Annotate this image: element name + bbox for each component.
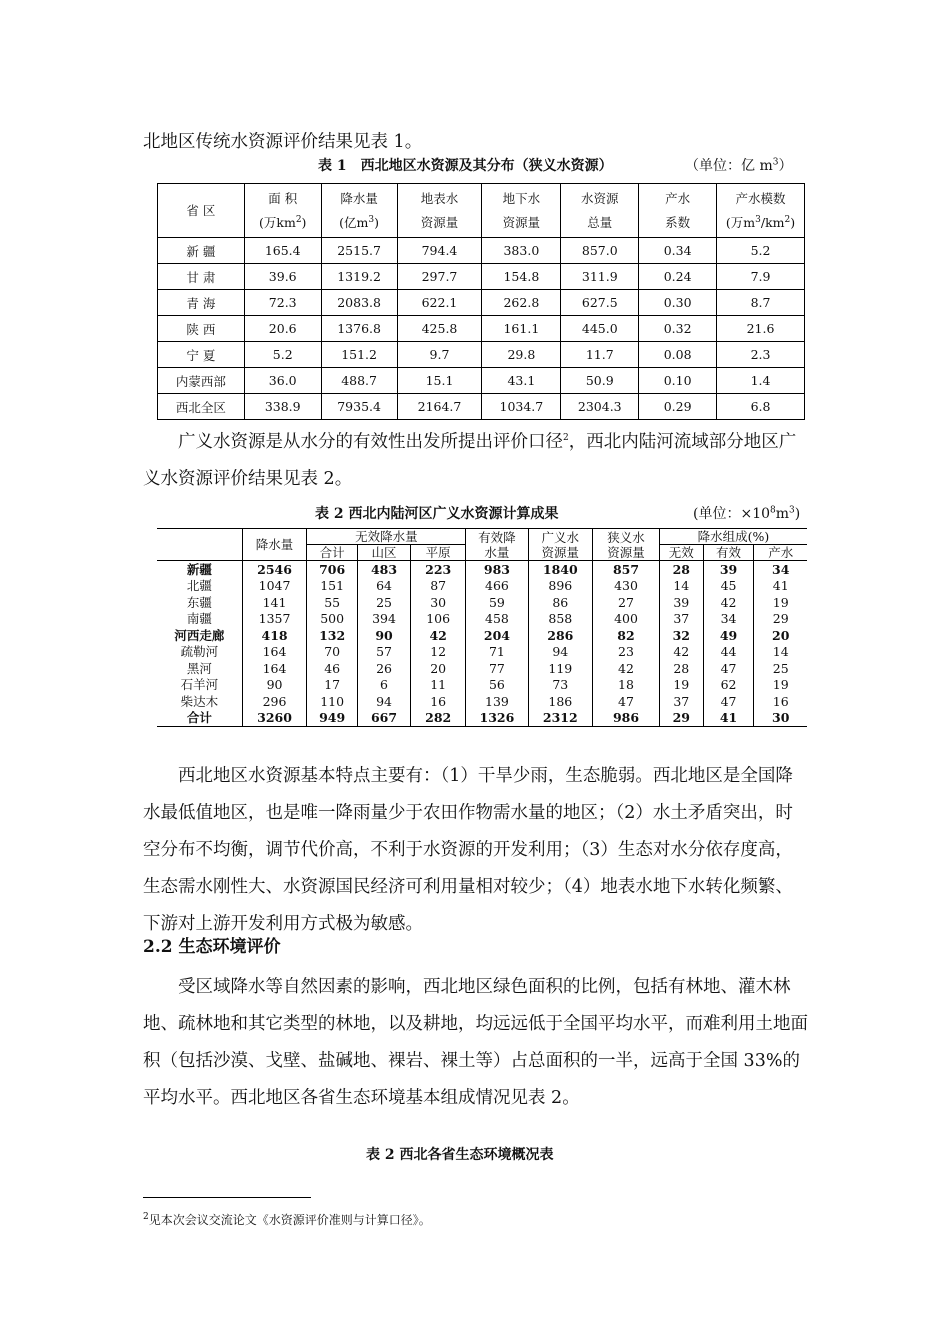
table2-cell: 32: [659, 627, 703, 644]
table1-cell: 857.0: [561, 238, 639, 264]
table1-cell: 0.08: [639, 342, 717, 368]
table2-cell: 25: [358, 594, 411, 611]
table1-cell: 8.7: [717, 290, 805, 316]
table1-cell: 7.9: [717, 264, 805, 290]
table2-cell: 1047: [242, 578, 307, 595]
table2-row: [157, 710, 807, 727]
table1-cell: 2164.7: [397, 394, 482, 420]
table2-cell: 2312: [528, 710, 593, 727]
table2-header-cell: 降水量: [242, 529, 307, 561]
table2-cell: 94: [358, 693, 411, 710]
table1-cell: 43.1: [482, 368, 561, 394]
table1-header-cell: 面 积 (万$km^2$): [244, 184, 321, 238]
intro-paragraph: 北地区传统水资源评价结果见表 1。: [143, 132, 423, 152]
table1-cell: 72.3: [244, 290, 321, 316]
table2-cell: 223: [411, 561, 466, 578]
table1-cell: 39.6: [244, 264, 321, 290]
table2-header-cell: 有效降 水量: [466, 529, 528, 561]
table1-header-cell: 水资源 总量: [561, 184, 639, 238]
table2-cell: 42: [659, 644, 703, 661]
table1-cell: 6.8: [717, 394, 805, 420]
table2-cell: 28: [659, 660, 703, 677]
table2-cell: 46: [307, 660, 358, 677]
table2-cell: 858: [528, 611, 593, 628]
table2-cell: 90: [358, 627, 411, 644]
table2-cell: 394: [358, 611, 411, 628]
table2-cell: 20: [754, 627, 807, 644]
table2-header-cell: 广义水 资源量: [528, 529, 593, 561]
table2-cell: 16: [754, 693, 807, 710]
table1-cell: 262.8: [482, 290, 561, 316]
table2-cell: 500: [307, 611, 358, 628]
table1-cell: 新 疆: [158, 238, 245, 264]
table2-cell: 2546: [242, 561, 307, 578]
table2-cell: 26: [358, 660, 411, 677]
table2-cell: 18: [593, 677, 660, 694]
table1-header-row: [158, 184, 805, 238]
table2-cell: 6: [358, 677, 411, 694]
table2-cell: 30: [754, 710, 807, 727]
table3-caption: 表 2 西北各省生态环境概况表: [366, 1147, 554, 1163]
table2-cell: 42: [703, 594, 754, 611]
table1-cell: 383.0: [482, 238, 561, 264]
table1-cell: 2.3: [717, 342, 805, 368]
table2-cell: 110: [307, 693, 358, 710]
table1-cell: 2515.7: [321, 238, 397, 264]
table2-cell: 64: [358, 578, 411, 595]
table1-cell: 627.5: [561, 290, 639, 316]
table2-subheader-cell: 产水: [754, 545, 807, 561]
table2-cell: 1840: [528, 561, 593, 578]
table1-row: [158, 264, 805, 290]
table1-cell: 161.1: [482, 316, 561, 342]
table2-cell: 39: [703, 561, 754, 578]
table2-cell: 41: [703, 710, 754, 727]
table2-cell: 164: [242, 660, 307, 677]
table2-cell: 42: [411, 627, 466, 644]
table1-cell: 0.10: [639, 368, 717, 394]
characteristics-paragraph: 西北地区水资源基本特点主要有：（1）干旱少雨，生态脆弱。西北地区是全国降水最低值地区，也是唯一降雨量少于农田作物需水量的地区；（2）水土矛盾突出，时空分布不均衡，调节代价高，不利于水资源的开发利用；（3）生态对水分依存度高，生态需水刚性大、水资源国民经济可利用量相对较少；（4）地表水地下水转化频繁、下游对上游开发利用方式极为敏感。: [143, 766, 793, 934]
table2-row: [157, 644, 807, 661]
table2-cell: 河西走廊: [174, 627, 225, 643]
table1-cell: 15.1: [397, 368, 482, 394]
table2-cell: 新疆: [186, 561, 212, 577]
table1-cell: 151.2: [321, 342, 397, 368]
table1-caption: 表 1 西北地区水资源及其分布（狭义水资源）: [318, 158, 613, 174]
table1-cell: 165.4: [244, 238, 321, 264]
table2-cell: 合计: [186, 710, 212, 726]
table1-cell: 0.34: [639, 238, 717, 264]
table1-header-cell: 产水模数 (万$m^3/km^2$): [717, 184, 805, 238]
table2-cell: 59: [466, 594, 528, 611]
table2-cell: 90: [242, 677, 307, 694]
table2-cell: 896: [528, 578, 593, 595]
table1-row: [158, 342, 805, 368]
table2-cell: 北疆: [186, 578, 212, 594]
table2-cell: 45: [703, 578, 754, 595]
table1-cell: 338.9: [244, 394, 321, 420]
table2-cell: 19: [754, 677, 807, 694]
table1-cell: 0.30: [639, 290, 717, 316]
table2-cell: 41: [754, 578, 807, 595]
table1-cell: 9.7: [397, 342, 482, 368]
table2-cell: 186: [528, 693, 593, 710]
table2-cell: 23: [593, 644, 660, 661]
table1-cell: 622.1: [397, 290, 482, 316]
table1-cell: 1319.2: [321, 264, 397, 290]
table2-row: [157, 578, 807, 595]
table2-cell: 87: [411, 578, 466, 595]
ecology-paragraph: 受区域降水等自然因素的影响，西北地区绿色面积的比例，包括有林地、灌木林地、疏林地和其它类型的林地，以及耕地，均远远低于全国平均水平，而难利用土地面积（包括沙漠、戈壁、盐碱地、裸岩、裸土等）占总面积的一半，远高于全国 33%的平均水平。西北地区各省生态环境基本组成情况见表 2。: [143, 977, 808, 1108]
table2-cell: 南疆: [186, 611, 212, 627]
table1-cell: 50.9: [561, 368, 639, 394]
table1-header-cell: 地表水 资源量: [397, 184, 482, 238]
table2-cell: 296: [242, 693, 307, 710]
table2-cell: 30: [411, 594, 466, 611]
table1-header-cell: 产水 系数: [639, 184, 717, 238]
table2-cell: 119: [528, 660, 593, 677]
table1-row: [158, 316, 805, 342]
table1-cell: 794.4: [397, 238, 482, 264]
table2-cell: 柴达木: [180, 693, 219, 709]
table2-cell: 139: [466, 693, 528, 710]
table2-row: [157, 660, 807, 677]
table1-header-cell: 地下水 资源量: [482, 184, 561, 238]
table2-caption: 表 2 西北内陆河区广义水资源计算成果: [315, 506, 559, 522]
table1-cell: 内蒙西部: [158, 368, 245, 394]
table2-cell: 86: [528, 594, 593, 611]
table2-cell: 857: [593, 561, 660, 578]
table1-cell: 1.4: [717, 368, 805, 394]
table2-cell: 983: [466, 561, 528, 578]
table1-header-cell: 降水量 (亿$m^3$): [321, 184, 397, 238]
table2-cell: 黑河: [186, 660, 212, 676]
table1-cell: 36.0: [244, 368, 321, 394]
table2-cell: 106: [411, 611, 466, 628]
table2-cell: 石羊河: [180, 677, 219, 693]
table2-cell: 3260: [242, 710, 307, 727]
table2-cell: 37: [659, 611, 703, 628]
table2-cell: 282: [411, 710, 466, 727]
table2-subheader-cell: 平原: [411, 545, 466, 561]
table1-row: [158, 368, 805, 394]
table1-cell: 2083.8: [321, 290, 397, 316]
table1-cell: 445.0: [561, 316, 639, 342]
table2-row: [157, 594, 807, 611]
table2-cell: 667: [358, 710, 411, 727]
table1-cell: 154.8: [482, 264, 561, 290]
table2-cell: 疏勒河: [180, 644, 219, 660]
table2-header-cell: 狭义水 资源量: [593, 529, 660, 561]
table2-cell: 132: [307, 627, 358, 644]
table2-subheader-cell: 有效: [703, 545, 754, 561]
table1-cell: 2304.3: [561, 394, 639, 420]
table1-cell: 陕 西: [158, 316, 245, 342]
table2-unit: (单位：$\times 10^8m^3$): [693, 505, 801, 522]
table2-cell: 47: [593, 693, 660, 710]
table2-cell: 466: [466, 578, 528, 595]
table1-cell: 0.24: [639, 264, 717, 290]
table2-cell: 29: [659, 710, 703, 727]
table1-row: [158, 394, 805, 420]
table2-cell: 49: [703, 627, 754, 644]
table2-cell: 73: [528, 677, 593, 694]
table1-cell: 宁 夏: [158, 342, 245, 368]
table2-cell: 19: [754, 594, 807, 611]
table2-row: [157, 693, 807, 710]
table2-cell: 1357: [242, 611, 307, 628]
table2-subheader-cell: 山区: [358, 545, 411, 561]
table1-cell: 7935.4: [321, 394, 397, 420]
table2-cell: 286: [528, 627, 593, 644]
table1-cell: 1376.8: [321, 316, 397, 342]
table2-subheader-cell: 无效: [659, 545, 703, 561]
table1-cell: 5.2: [717, 238, 805, 264]
table2-cell: 949: [307, 710, 358, 727]
table2-cell: 11: [411, 677, 466, 694]
table2-cell: 37: [659, 693, 703, 710]
table2-cell: 57: [358, 644, 411, 661]
table2-cell: 986: [593, 710, 660, 727]
table2: [157, 528, 807, 727]
table2-cell: 204: [466, 627, 528, 644]
table2-cell: 164: [242, 644, 307, 661]
table2-header-cell: [157, 529, 242, 561]
table2-cell: 34: [754, 561, 807, 578]
table1-row: [158, 290, 805, 316]
table2-cell: 418: [242, 627, 307, 644]
table2-cell: 82: [593, 627, 660, 644]
table2-cell: 34: [703, 611, 754, 628]
table1-row: [158, 238, 805, 264]
table2-cell: 151: [307, 578, 358, 595]
table2-cell: 62: [703, 677, 754, 694]
table1-cell: 青 海: [158, 290, 245, 316]
table2-cell: 94: [528, 644, 593, 661]
table2-cell: 706: [307, 561, 358, 578]
table1-cell: 0.29: [639, 394, 717, 420]
table2-cell: 东疆: [186, 594, 212, 610]
table1-header-cell: 省 区: [158, 184, 245, 238]
table1-cell: 甘 肃: [158, 264, 245, 290]
table2-row: [157, 677, 807, 694]
table2-cell: 27: [593, 594, 660, 611]
table1-cell: 425.8: [397, 316, 482, 342]
table1-cell: 20.6: [244, 316, 321, 342]
table2-cell: 28: [659, 561, 703, 578]
footnote-divider: [143, 1197, 311, 1198]
table2-row: [157, 627, 807, 644]
section-heading: 2.2 生态环境评价: [143, 937, 281, 957]
table2-header-cell: 无效降水量: [307, 529, 466, 545]
broad-water-paragraph: 广义水资源是从水分的有效性出发所提出评价口径$^2$，西北内陆河流域部分地区广义水资源评价结果见表 2。: [143, 432, 797, 489]
table2-cell: 400: [593, 611, 660, 628]
table1-cell: 311.9: [561, 264, 639, 290]
table2-cell: 17: [307, 677, 358, 694]
table1-cell: 1034.7: [482, 394, 561, 420]
table2-header-row: [157, 529, 807, 545]
table1-cell: 西北全区: [158, 394, 245, 420]
table2-cell: 55: [307, 594, 358, 611]
table2-cell: 56: [466, 677, 528, 694]
table2-cell: 71: [466, 644, 528, 661]
table2-cell: 1326: [466, 710, 528, 727]
table1: [157, 183, 805, 420]
table2-cell: 14: [754, 644, 807, 661]
table2-cell: 39: [659, 594, 703, 611]
table2-cell: 430: [593, 578, 660, 595]
table2-header-cell: 降水组成(%): [659, 529, 807, 545]
table2-cell: 141: [242, 594, 307, 611]
table2-cell: 70: [307, 644, 358, 661]
table2-cell: 458: [466, 611, 528, 628]
table1-cell: 29.8: [482, 342, 561, 368]
table2-row: [157, 561, 807, 578]
table2-cell: 25: [754, 660, 807, 677]
table1-cell: 297.7: [397, 264, 482, 290]
table1-unit: （单位：亿 $m^3$）: [685, 157, 793, 174]
table2-cell: 12: [411, 644, 466, 661]
table2-cell: 20: [411, 660, 466, 677]
table2-cell: 16: [411, 693, 466, 710]
table1-cell: 21.6: [717, 316, 805, 342]
table2-cell: 44: [703, 644, 754, 661]
table2-cell: 29: [754, 611, 807, 628]
table2-cell: 47: [703, 660, 754, 677]
table2-cell: 14: [659, 578, 703, 595]
table2-row: [157, 611, 807, 628]
table2-cell: 42: [593, 660, 660, 677]
table1-cell: 5.2: [244, 342, 321, 368]
table2-cell: 19: [659, 677, 703, 694]
table2-cell: 47: [703, 693, 754, 710]
table1-cell: 0.32: [639, 316, 717, 342]
table2-subheader-cell: 合计: [307, 545, 358, 561]
table2-cell: 483: [358, 561, 411, 578]
table1-cell: 11.7: [561, 342, 639, 368]
table1-cell: 488.7: [321, 368, 397, 394]
footnote: $^2$见本次会议交流论文《水资源评价准则与计算口径》。: [143, 1212, 431, 1227]
table2-cell: 77: [466, 660, 528, 677]
